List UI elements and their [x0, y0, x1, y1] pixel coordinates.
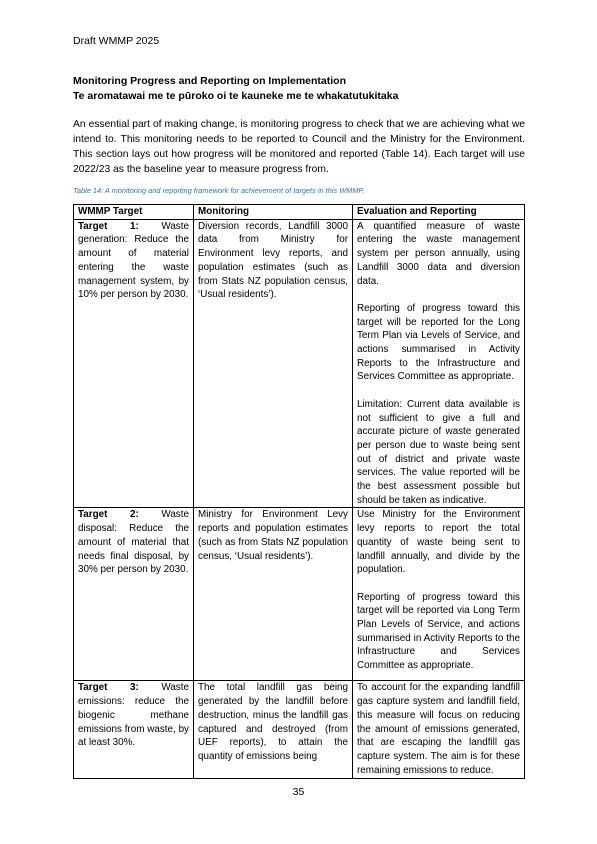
table-caption: Table 14: A monitoring and reporting framework for achievement of targets in this WMMP.: [73, 186, 365, 195]
monitoring-table: [73, 204, 525, 779]
page-number: 35: [292, 786, 305, 798]
target-cell: [74, 219, 194, 508]
monitoring-cell: The total landfill gas being generated by the landfill before destruction, minus the landfill gas captured and destroyed (from UEF reports), to attain the quantity of emissions being: [194, 681, 353, 779]
monitoring-cell: Diversion records, Landfill 3000 data from Ministry for Environment levy reports, and population estimates (such as from Stats NZ population census, ‘Usual residents’).: [194, 219, 353, 508]
table-row: [74, 219, 525, 508]
evaluation-paragraph: A quantified measure of waste entering the waste management system per person annually, using Landfill 3000 data and diversion data.: [357, 220, 520, 287]
evaluation-cell: [353, 508, 525, 681]
table-row: [74, 681, 525, 779]
column-header-evaluation: Evaluation and Reporting: [353, 205, 525, 220]
target-description: Waste disposal: Reduce the amount of material that needs final disposal, by 30% per person by 2030.: [78, 509, 189, 576]
column-header-monitoring: Monitoring: [194, 205, 353, 220]
section-heading-english: Monitoring Progress and Reporting on Implementation: [73, 75, 347, 87]
target-description: Waste emissions: reduce the biogenic methane emissions from waste, by at least 30%.: [78, 682, 189, 749]
document-header: Draft WMMP 2025: [73, 35, 160, 47]
evaluation-paragraph: Limitation: Current data available is not sufficient to give a full and accurate picture of waste generated per person due to waste being sent out of district and private waste services. The value reported will be the best assessment possible but should be taken as indicative.: [357, 398, 520, 506]
target-cell: [74, 508, 194, 681]
evaluation-cell: [353, 219, 525, 508]
section-heading: [73, 74, 398, 104]
evaluation-paragraph: Reporting of progress toward this target will be reported for the Long Term Plan via Levels of Service, and actions summarised in Activity Reports to the Infrastructure and Services Committee as appropriate.: [357, 302, 520, 383]
monitoring-cell: Ministry for Environment Levy reports and population estimates (such as from Stats NZ population census, ‘Usual residents’).: [194, 508, 353, 681]
target-description: Waste generation: Reduce the amount of material entering the waste management system, by 10% per person by 2030.: [78, 220, 189, 301]
target-label: Target 3:: [78, 682, 139, 694]
intro-paragraph: An essential part of making change, is monitoring progress to check that we are achieving what we intend to. This monitoring needs to be reported to Council and the Ministry for the Environment. This section lays out how progress will be monitored and reported (Table 14). Each target will use 2022/23 as the baseline year to measure progress from.: [73, 119, 525, 175]
table-row: [74, 508, 525, 681]
target-cell: [74, 681, 194, 779]
evaluation-paragraph: Use Ministry for the Environment levy reports to report the total quantity of waste being sent to landfill annually, and divide by the population.: [357, 509, 520, 576]
column-header-target: WMMP Target: [74, 205, 194, 220]
table-header-row: [74, 205, 525, 220]
target-label: Target 2:: [78, 509, 139, 521]
section-heading-maori: Te aromatawai me te pūroko oi te kauneke me te whakatutukitaka: [73, 90, 399, 102]
evaluation-paragraph: Reporting of progress toward this target will be reported via Long Term Plan Levels of Service, and actions summarised in Activity Reports to the Infrastructure and Services Committee as appropriate.: [357, 591, 520, 672]
target-label: Target 1:: [78, 220, 139, 232]
evaluation-paragraph: To account for the expanding landfill gas capture system and landfill field, this measure will focus on reducing the amount of emissions generated, that are escaping the landfill gas capture system. The aim is for these remaining emissions to reduce.: [357, 682, 520, 776]
evaluation-cell: [353, 681, 525, 779]
